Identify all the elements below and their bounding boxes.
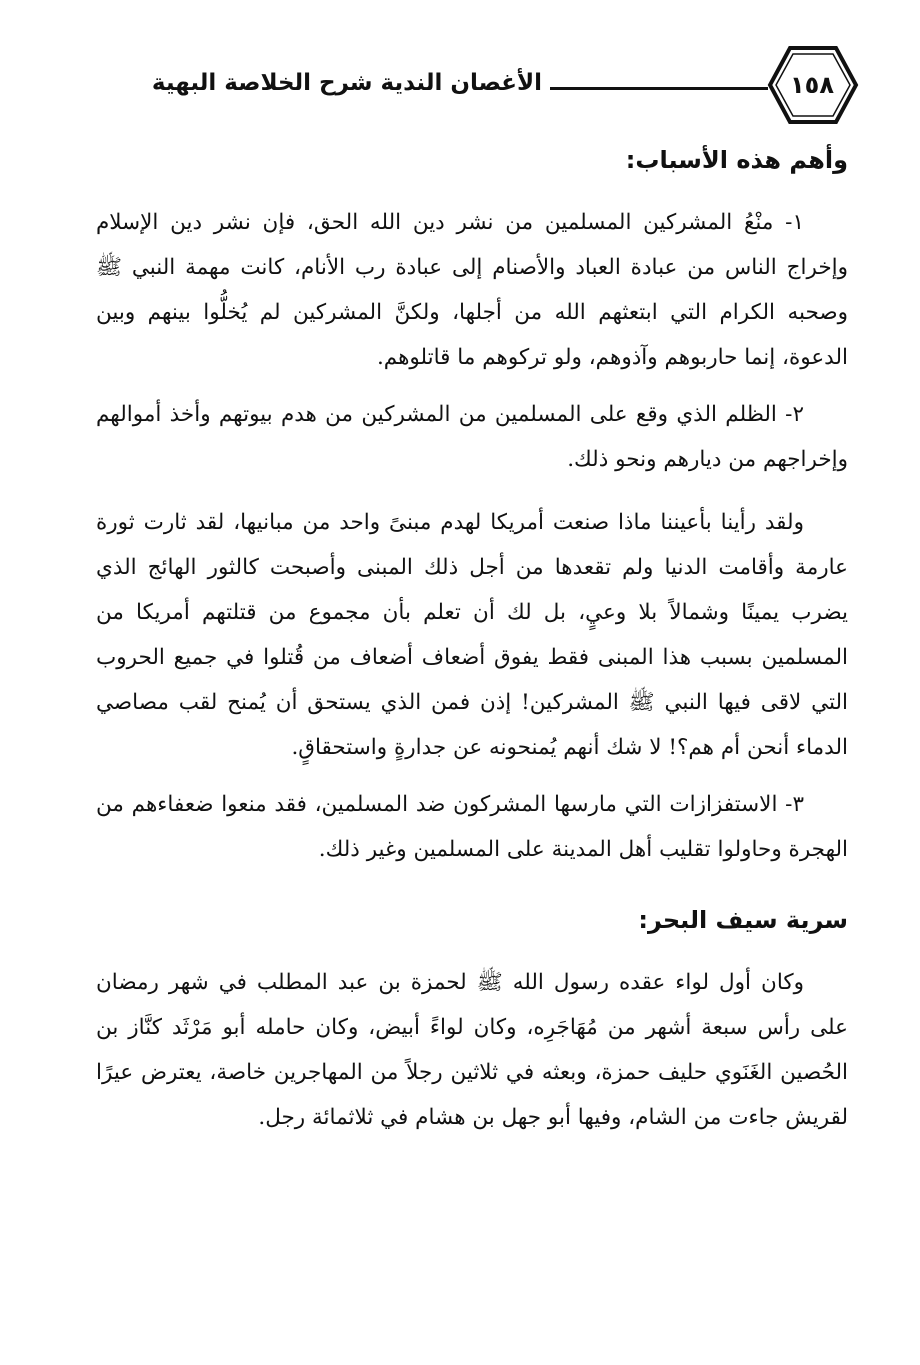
running-header xyxy=(100,42,860,122)
paragraph-reason-3: ٣- الاستفزازات التي مارسها المشركون ضد المسلمين، فقد منعوا ضعفاءهم من الهجرة وحاولوا تقليب أهل المدينة على المسلمين وغير ذلك. xyxy=(96,792,848,862)
book-title: الأغصان الندية شرح الخلاصة البهية xyxy=(151,70,542,96)
page-body xyxy=(96,138,848,1152)
section-heading-causes: وأهم هذه الأسباب: xyxy=(625,146,848,174)
header-rule xyxy=(550,87,768,90)
paragraph-reason-2: ٢- الظلم الذي وقع على المسلمين من المشركين من هدم بيوتهم وأخذ أموالهم وإخراجهم من ديارهم ونحو ذلك. xyxy=(96,402,848,472)
section-heading-expedition: سرية سيف البحر: xyxy=(638,906,848,934)
paragraph-commentary: ولقد رأينا بأعيننا ماذا صنعت أمريكا لهدم مبنىً واحد من مبانيها، لقد ثارت ثورة عارمة وأقامت الدنيا ولم تقعدها من أجل ذلك المبنى وأصبحت كالثور الهائج الذي يضرب يمينًا وشمالاً بلا وعيٍ، بل لك أن تعلم بأن مجموع من قتلتهم أمريكا من المسلمين بسبب هذا المبنى فقط يفوق أضعاف أضعاف من قُتلوا في جميع الحروب التي لاقى فيها النبي ﷺ المشركين! إذن فمن الذي يستحق أن يُمنح لقب مصاصي الدماء أنحن أم هم؟! لا شك أنهم يُمنحونه عن جدارةٍ واستحقاقٍ. xyxy=(96,510,848,760)
page-number: ١٥٨ xyxy=(790,71,834,99)
paragraph-reason-1: ١- منْعُ المشركين المسلمين من نشر دين الله الحق، فإن نشر دين الإسلام وإخراج الناس من عبادة العباد والأصنام إلى عبادة رب الأنام، كانت مهمة النبي ﷺ وصحبه الكرام التي ابتعثهم الله من أجلها، ولكنَّ المشركين لم يُخلُّوا بينهم وبين الدعوة، إنما حاربوهم وآذوهم، ولو تركوهم ما قاتلوهم. xyxy=(96,210,848,370)
page-number-badge xyxy=(764,42,860,128)
paragraph-expedition: وكان أول لواء عقده رسول الله ﷺ لحمزة بن عبد المطلب في شهر رمضان على رأس سبعة أشهر من مُهَاجَرِه، وكان لواءً أبيض، وكان حامله أبو مَرْثَد كنَّاز بن الحُصين الغَنَوي حليف حمزة، وبعثه في ثلاثين رجلاً من المهاجرين خاصة، يعترض عيرًا لقريش جاءت من الشام، وفيها أبو جهل بن هشام في ثلاثمائة رجل. xyxy=(96,970,848,1130)
